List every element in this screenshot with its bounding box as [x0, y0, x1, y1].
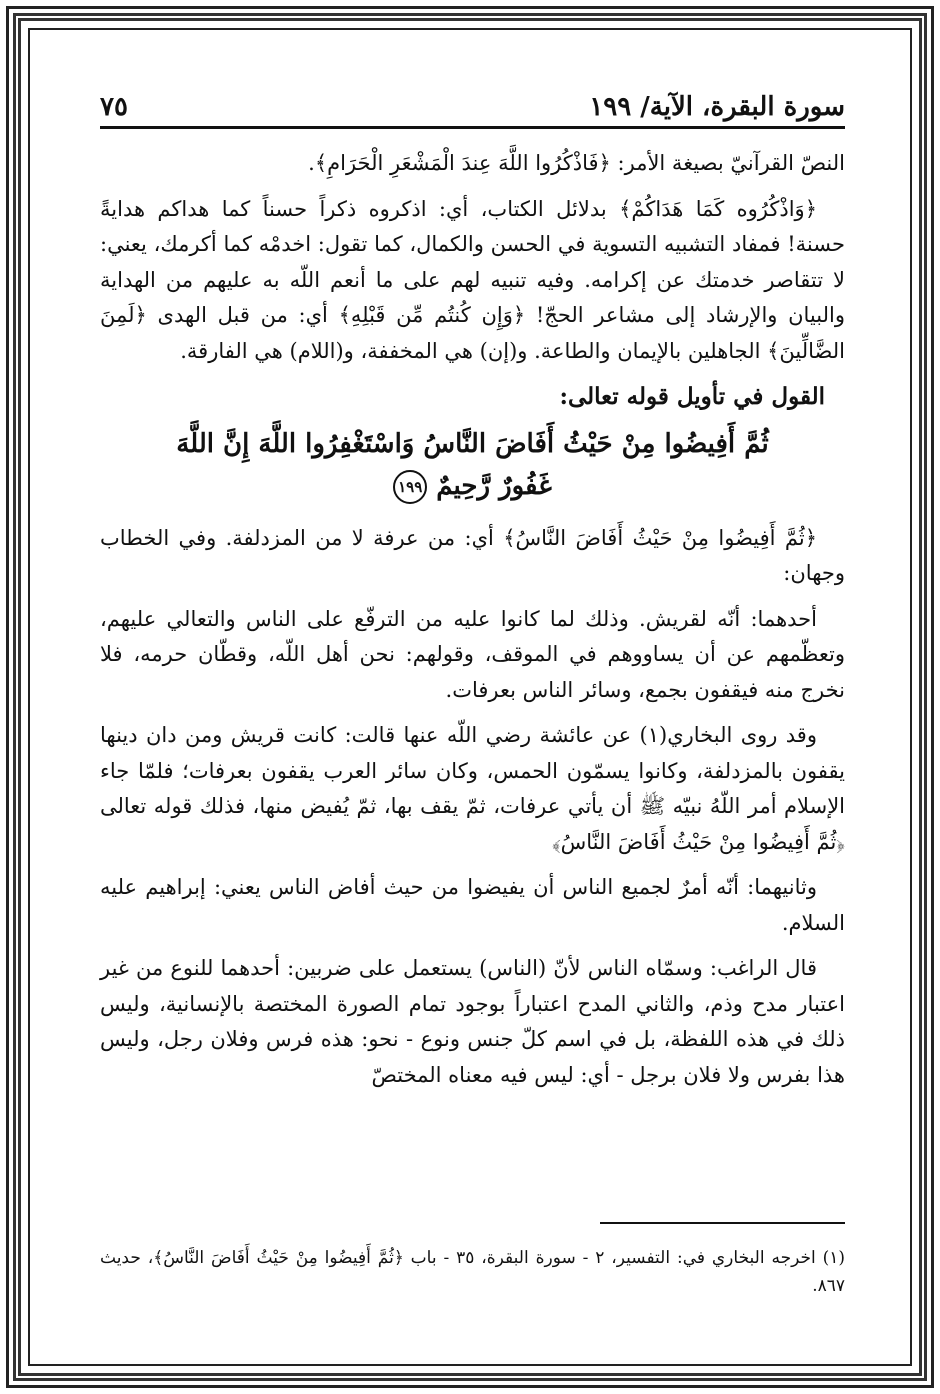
paragraph: وثانيهما: أنّه أمرٌ لجميع الناس أن يفيضوا من حيث أفاض الناس يعني: إبراهيم عليه السلام. — [100, 875, 845, 935]
verse-line-1: ثُمَّ أَفِيضُوا مِنْ حَيْثُ أَفَاضَ النَّاسُ وَاسْتَغْفِرُوا اللَّهَ إِنَّ اللَّهَ — [176, 428, 769, 459]
paragraph: النصّ القرآنيّ بصيغة الأمر: ﴿فَاذْكُرُوا اللَّهَ عِندَ الْمَشْعَرِ الْحَرَامِ﴾. — [308, 151, 845, 175]
main-text — [100, 146, 845, 1103]
paragraph: قال الراغب: وسمّاه الناس لأنّ (الناس) يستعمل على ضربين: أحدهما للنوع من غير اعتبار مدح وذم، والثاني المدح اعتباراً بوجود تمام الصورة المختصة بالإنسانية، وليس ذلك في هذه اللفظة، بل في اسم كلّ جنس ونوع - نحو: هذه فرس وفلان رجل، وليس هذا بفرس ولا فلان برجل - أي: ليس فيه معناه المختصّ — [100, 956, 845, 1087]
paragraph: ﴿وَاذْكُرُوه كَمَا هَدَاكُمْ﴾ بدلائل الكتاب، أي: اذكروه ذكراً حسناً كما هداكم هدايةً حسنة! فمفاد التشبيه التسوية في الحسن والكمال، كما تقول: اخدمْه كما أكرمك، يعني: لا تتقاصر خدمتك عن إكرامه. وفيه تنبيه لهم على ما أنعم اللّه به عليهم من الهداية والبيان والإرشاد إلى مشاعر الحجّ! ﴿وَإِن كُنتُم مِّن قَبْلِهِ﴾ أي: من قبل الهدى ﴿لَمِنَ الضَّالِّينَ﴾ الجاهلين بالإيمان والطاعة. و(إن) هي المخففة، و(اللام) هي الفارقة. — [100, 196, 845, 363]
paragraph: ﴿ثُمَّ أَفِيضُوا مِنْ حَيْثُ أَفَاضَ النَّاسُ﴾ أي: من عرفة لا من المزدلفة. وفي الخطاب وجهان: — [100, 525, 845, 585]
verse-line-2: غَفُورٌ رَّحِيمٌ — [436, 470, 552, 501]
running-header — [100, 82, 845, 129]
quran-verse — [100, 423, 845, 507]
paragraph: أحدهما: أنّه لقريش. وذلك لما كانوا عليه من الترفّع على الناس والتعالي عليهم، وتعظّمهم عن أن يساووهم في الموقف، وقولهم: نحن أهل اللّه، وقطّان حرمه، فلا نخرج منه فيقفون بجمع، وسائر الناس بعرفات. — [100, 606, 845, 702]
verse-number-ornament: ١٩٩ — [393, 470, 427, 504]
section-heading: القول في تأويل قوله تعالى: — [559, 383, 825, 410]
footnote-separator — [600, 1222, 845, 1224]
running-title: سورة البقرة، الآية/ ١٩٩ — [589, 92, 845, 122]
paragraph: وقد روى البخاري(١) عن عائشة رضي اللّه عنها قالت: كانت قريش ومن دان دينها يقفون بالمزدلفة، وكانوا يسمّون الحمس، وكان سائر العرب يقفون بعرفات؛ فلمّا جاء الإسلام أمر اللّهُ نبيّه ﷺ أن يأتي عرفات، ثمّ يقف بها، ثمّ يُفيض منها، فذلك قوله تعالى ﴿ثُمَّ أَفِيضُوا مِنْ حَيْثُ أَفَاضَ النَّاسُ﴾ — [100, 723, 845, 854]
page-number: ٧٥ — [100, 92, 128, 122]
footnote: (١) اخرجه البخاري في: التفسير، ٢ - سورة البقرة، ٣٥ - باب ﴿ثُمَّ أَفِيضُوا مِنْ حَيْثُ أَفَاضَ النَّاسُ﴾، حديث ٨٦٧. — [100, 1248, 845, 1296]
